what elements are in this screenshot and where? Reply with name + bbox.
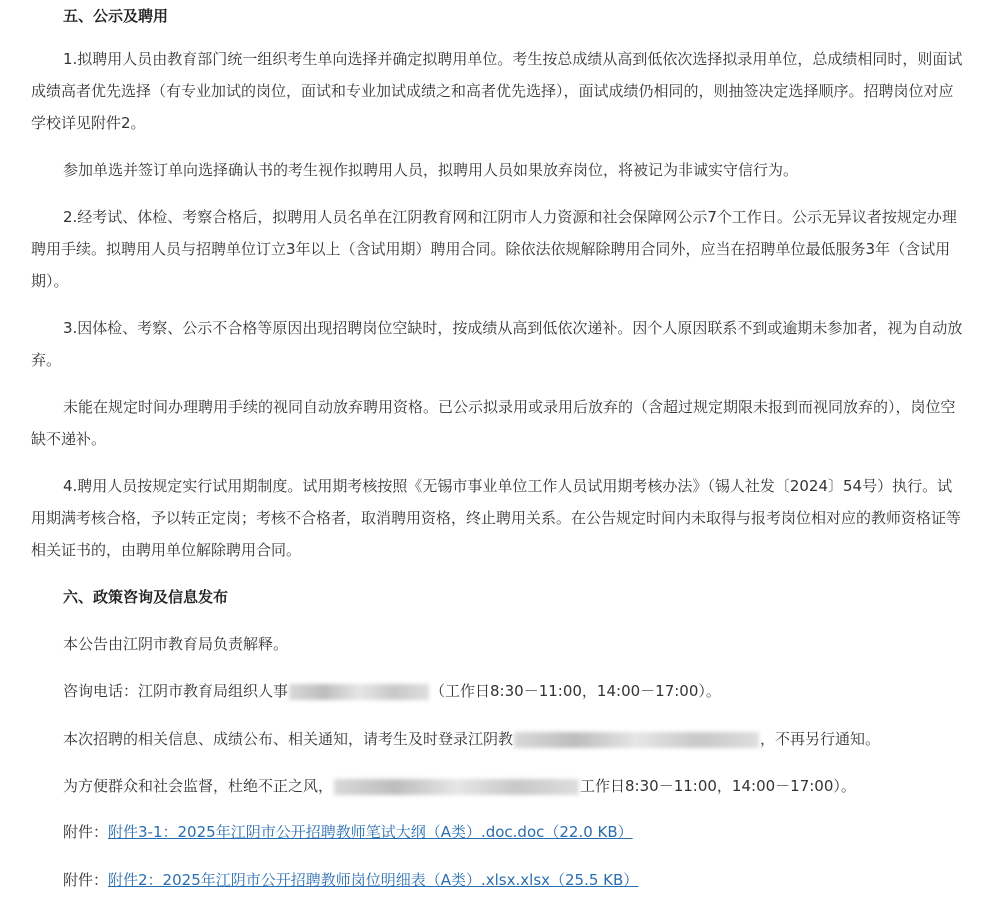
phone-suffix: （工作日8:30－11:00，14:00－17:00）。 bbox=[430, 682, 721, 700]
supervision-suffix: 工作日8:30－11:00，14:00－17:00）。 bbox=[580, 777, 856, 795]
section5-paragraph-6: 4.聘用人员按规定实行试用期制度。试用期考核按照《无锡市事业单位工作人员试用期考核办法》（锡人社发〔2024〕54号）执行。试用期满考核合格，予以转正定岗；考核不合格者，取消聘用资格，终止聘用关系。在公告规定时间内未取得与报考岗位相对应的教师资格证等相关证书的，由聘用单位解除聘用合同。 bbox=[31, 477, 962, 559]
section5-paragraph-5: 未能在规定时间办理聘用手续的视同自动放弃聘用资格。已公示拟录用或录用后放弃的（含超过规定期限未报到而视同放弃的），岗位空缺不递补。 bbox=[31, 398, 956, 448]
attachment-row-1 bbox=[63, 822, 633, 842]
section5-paragraph-4: 3.因体检、考察、公示不合格等原因出现招聘岗位空缺时，按成绩从高到低依次递补。因个人原因联系不到或逾期未参加者，视为自动放弃。 bbox=[31, 319, 963, 369]
redacted-phone bbox=[289, 684, 429, 700]
section5-paragraph-2: 参加单选并签订单向选择确认书的考生视作拟聘用人员，拟聘用人员如果放弃岗位，将被记为非诚实守信行为。 bbox=[63, 161, 799, 179]
redacted-website bbox=[514, 732, 759, 748]
phone-prefix: 咨询电话：江阴市教育局组织人事 bbox=[63, 682, 289, 700]
section5-paragraph-3: 2.经考试、体检、考察合格后，拟聘用人员名单在江阴教育网和江阴市人力资源和社会保障网公示7个工作日。公示无异议者按规定办理聘用手续。拟聘用人员与招聘单位订立3年以上（含试用期）聘用合同。除依法依规解除聘用合同外，应当在招聘单位最低服务3年（含试用期）。 bbox=[31, 208, 957, 290]
section5-heading: 五、公示及聘用 bbox=[63, 7, 169, 25]
section6-heading: 六、政策咨询及信息发布 bbox=[63, 588, 229, 606]
attachment-label-1: 附件： bbox=[63, 823, 109, 841]
section6-line-website bbox=[63, 729, 880, 749]
attachment-label-2: 附件： bbox=[63, 871, 109, 889]
section6-line-explain: 本公告由江阴市教育局负责解释。 bbox=[63, 635, 289, 653]
website-suffix: ，不再另行通知。 bbox=[760, 730, 881, 748]
section6-line-supervision bbox=[63, 776, 856, 796]
section6-line-phone bbox=[63, 681, 721, 701]
attachment-link-1[interactable]: 附件3-1：2025年江阴市公开招聘教师笔试大纲（A类）.doc.doc（22.0 KB） bbox=[108, 823, 633, 841]
attachment-row-2 bbox=[63, 870, 638, 890]
website-prefix: 本次招聘的相关信息、成绩公布、相关通知，请考生及时登录江阴教 bbox=[63, 730, 514, 748]
redacted-supervision bbox=[334, 779, 579, 795]
attachment-link-2[interactable]: 附件2：2025年江阴市公开招聘教师岗位明细表（A类）.xlsx.xlsx（25.5 KB） bbox=[108, 871, 639, 889]
supervision-prefix: 为方便群众和社会监督，杜绝不正之风， bbox=[63, 777, 334, 795]
section5-paragraph-1: 1.拟聘用人员由教育部门统一组织考生单向选择并确定拟聘用单位。考生按总成绩从高到低依次选择拟录用单位，总成绩相同时，则面试成绩高者优先选择（有专业加试的岗位，面试和专业加试成绩之和高者优先选择），面试成绩仍相同的，则抽签决定选择顺序。招聘岗位对应学校详见附件2。 bbox=[31, 50, 963, 132]
